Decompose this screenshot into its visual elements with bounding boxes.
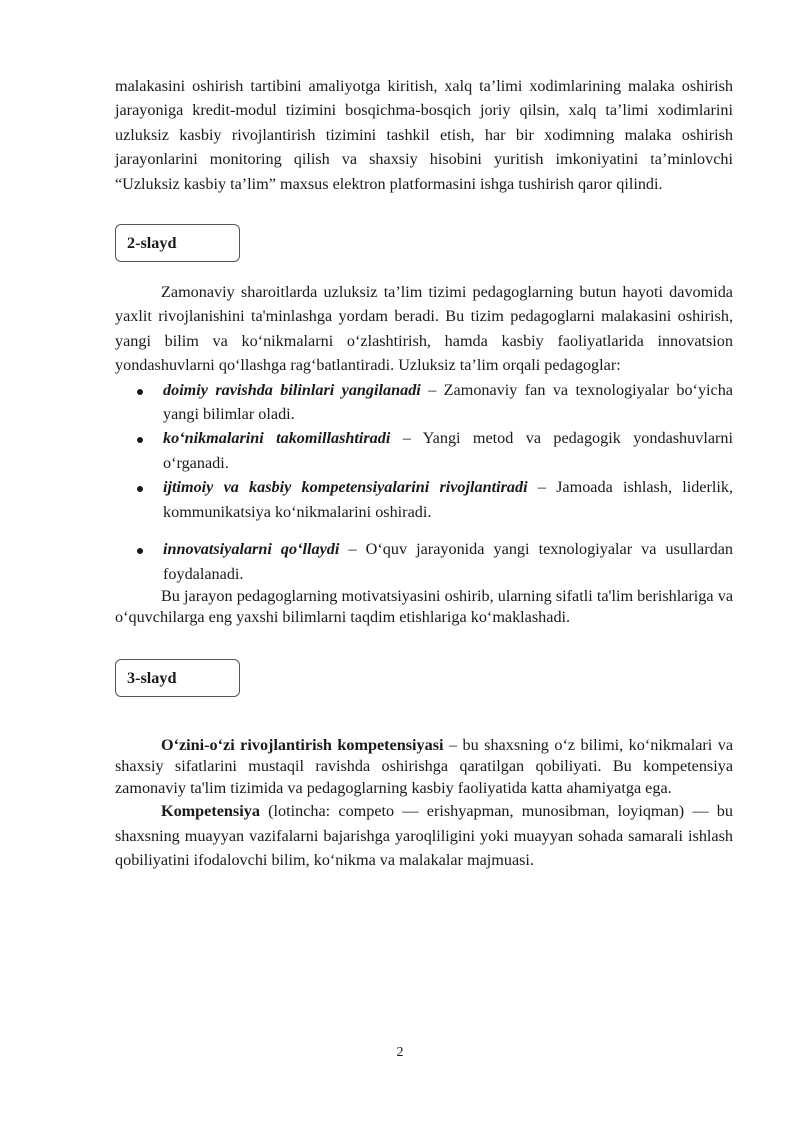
list-item-term: doimiy ravishda bilinlari yangilanadi [163,380,421,399]
slide-2-paragraph: Zamonaviy sharoitlarda uzluksiz ta’lim tizimi pedagoglarning butun hayoti davomida yaxlit rivojlanishini ta'minlashga yordam beradi. Bu tizim pedagoglarni malakasini oshirish, yangi bilim va ko‘nikmalarni o‘zlashtirish, hamda kasbiy faoliyatlarida innovatsion yondashuvlarni qo‘llashga rag‘batlantiradi. Uzluksiz ta’lim orqali pedagoglar: [115,283,733,375]
paragraph-text: – bu shaxsning o‘z bilimi, ko‘nikmalari va shaxsiy sifatlarini mustaqil ravishda oshirishga qaratilgan qobiliyati. Bu kompetensiya zamonaviy ta'lim tizimida va pedagoglarning kasbiy faoliyatida katta ahamiyatga ega. [115,735,734,797]
bullet-icon [137,548,143,554]
slide-3-label: 3-slayd [115,659,240,697]
bullet-icon [137,389,143,395]
slide-2-closing: Bu jarayon pedagoglarning motivatsiyasini oshirib, ularning sifatli ta'lim berishlariga va o‘quvchilarga eng yaxshi bilimlarni taqdim etishlariga ko‘maklashadi. [115,586,733,627]
bullet-icon [137,437,143,443]
list-item-text: – Zamonaviy fan va texnologiyalar bo‘yicha yangi bilimlar oladi. [163,380,733,424]
slide-3-paragraph-2 [115,799,733,872]
list-item-term: ko‘nikmalarini takomillashtiradi [163,429,391,448]
benefit-list [115,378,733,586]
paragraph-term: Kompetensiya [161,802,260,821]
slide-2-label: 2-slayd [115,224,240,262]
list-item [115,475,733,524]
bullet-icon [137,486,143,492]
list-item-text: – Jamoada ishlash, liderlik, kommunikatsiya ko‘nikmalarini oshiradi. [163,478,733,521]
list-item-text: – O‘quv jarayonida yangi texnologiyalar va usullardan foydalanadi. [163,540,733,583]
list-item [115,537,733,586]
list-item [115,426,733,475]
intro-paragraph: malakasini oshirish tartibini amaliyotga kiritish, xalq ta’limi xodimlarining malaka oshirish jarayoniga kredit-modul tizimini bosqichma-bosqich joriy qilsin, xalq ta’limi xodimlarini uzluksiz kasbiy rivojlantirish tizimini tashkil etish, har bir xodimning malaka oshirish jarayonlarini monitoring qilish va shaxsiy hisobini yuritish imkoniyatini ta’minlovchi “Uzluksiz kasbiy ta’lim” maxsus elektron platformasini ishga tushirish qaror qilindi. [115,77,733,193]
document-page [115,74,733,873]
list-item-term: innovatsiyalarni qo‘llaydi [163,540,340,559]
list-item-term: ijtimoiy va kasbiy kompetensiyalarini rivojlantiradi [163,478,528,497]
slide-3-paragraph-1 [115,735,733,800]
page-number: 2 [396,1045,404,1060]
list-item [115,378,733,427]
list-item-text: – Yangi metod va pedagogik yondashuvlarni o‘rganadi. [163,429,734,472]
paragraph-term: O‘zini-o‘zi rivojlantirish kompetensiyasi [161,735,444,754]
paragraph-text: (lotincha: competo — erishyapman, munosibman, loyiqman) — bu shaxsning muayyan vazifalarni bajarishga yaroqliligini yoki muayyan sohada samarali ishlash qobiliyatini ifodalovchi bilim, ko‘nikma va malakalar majmuasi. [115,802,733,870]
